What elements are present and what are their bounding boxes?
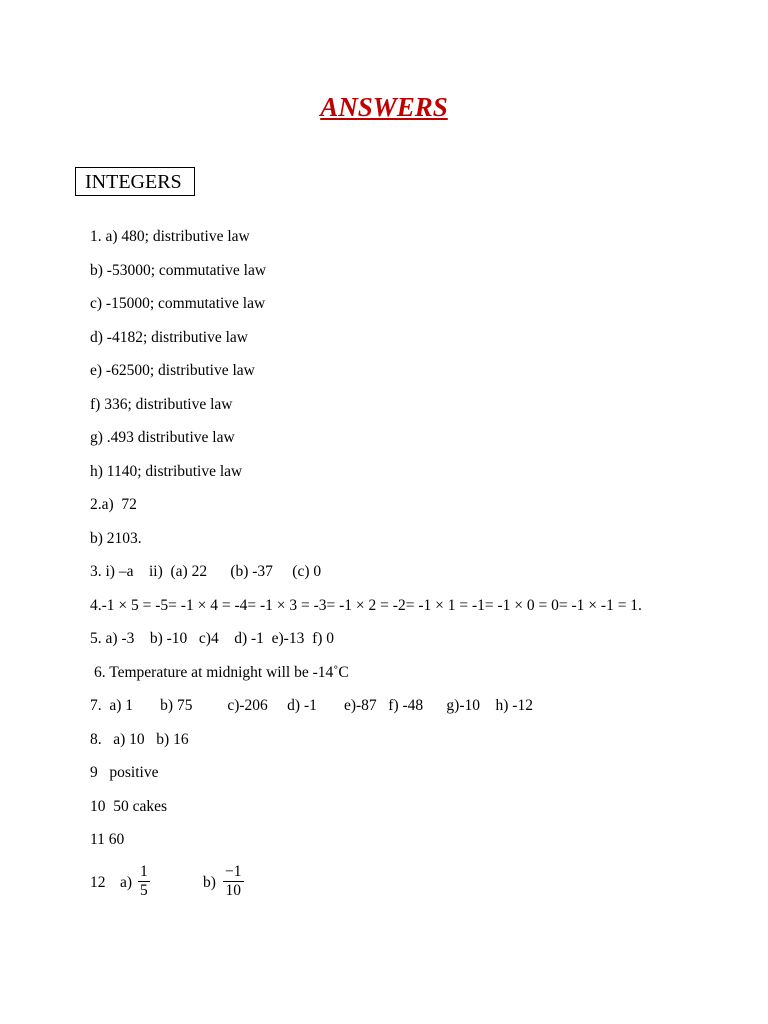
fraction-a-denominator: 5 (140, 881, 148, 899)
answer-line: f) 336; distributive law (90, 395, 233, 413)
fraction-a-numerator: 1 (140, 862, 148, 880)
answer-line: b) -53000; commutative law (90, 261, 267, 279)
answer-line: 6. Temperature at midnight will be -14˚C (94, 663, 349, 681)
answer-line-12 (90, 863, 750, 903)
question-number: 12 (90, 873, 106, 891)
answer-line: 5. a) -3 b) -10 c)4 d) -1 e)-13 f) 0 (90, 630, 335, 647)
answer-line: 3. i) –a ii) (a) 22 (b) -37 (c) 0 (90, 563, 322, 580)
answer-line: 2.a) 72 (90, 496, 137, 513)
section-heading: INTEGERS (75, 167, 195, 196)
answer-line: 7. a) 1 b) 75 c)-206 d) -1 e)-87 f) -48 g)-10 h) -12 (90, 697, 533, 714)
answer-line: h) 1140; distributive law (90, 462, 243, 480)
fraction-a (138, 863, 150, 900)
part-b-label: b) (203, 873, 216, 891)
answer-line: e) -62500; distributive law (90, 362, 255, 379)
answer-list (90, 226, 750, 903)
answer-line: 1. a) 480; distributive law (90, 228, 250, 245)
fraction-b (223, 863, 244, 900)
answer-line: 8. a) 10 b) 16 (90, 730, 189, 748)
answer-line: 11 60 (90, 831, 125, 848)
answer-line: 9 positive (90, 764, 159, 781)
answer-line: b) 2103. (90, 529, 142, 547)
answer-line: d) -4182; distributive law (90, 328, 248, 346)
page-title: ANSWERS (320, 92, 448, 122)
fraction-b-denominator: 10 (225, 881, 241, 899)
answer-line: 10 50 cakes (90, 797, 168, 815)
answer-line: c) -15000; commutative law (90, 295, 266, 312)
part-a-label: a) (120, 873, 133, 891)
fraction-b-numerator: −1 (225, 862, 242, 880)
answer-line: g) .493 distributive law (90, 429, 235, 446)
answer-line: 4.-1 × 5 = -5= -1 × 4 = -4= -1 × 3 = -3= -1 × 2 = -2= -1 × 1 = -1= -1 × 0 = 0= -1 × -1 = 1. (90, 596, 642, 614)
